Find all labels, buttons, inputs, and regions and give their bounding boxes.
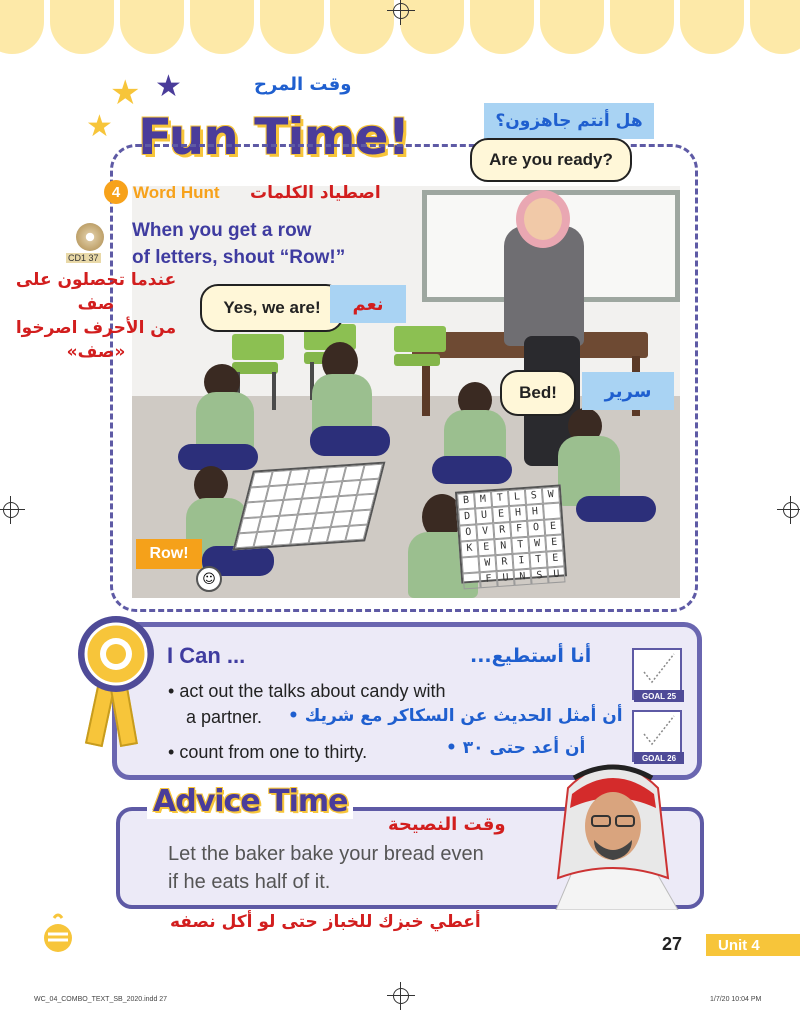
cd-track-label: CD1 37	[68, 253, 99, 263]
audio-cd-icon[interactable]	[66, 223, 106, 269]
bed-arabic-box: سرير	[582, 372, 674, 410]
advice-text	[168, 840, 484, 896]
goal-label: GOAL 25	[634, 690, 684, 702]
i-can-item-1-cont: a partner.	[186, 707, 263, 727]
teacher-figure	[504, 226, 584, 346]
student-skirt	[432, 456, 512, 484]
activity-title-arabic: اصطياد الكلمات	[250, 183, 381, 203]
student-skirt	[178, 444, 258, 470]
registration-mark-top	[393, 3, 409, 19]
i-can-item-2: • count from one to thirty.	[168, 742, 368, 762]
advice-title-arabic: وقت النصيحة	[388, 814, 506, 835]
cd-icon	[76, 223, 104, 251]
instruction-arabic-line: «صف»	[66, 342, 126, 362]
registration-mark-right	[783, 502, 799, 518]
instruction-line: When you get a row	[132, 220, 312, 241]
check-icon	[634, 712, 680, 748]
star-icon: ★	[110, 73, 141, 113]
activity-instruction	[132, 217, 345, 271]
i-can-item-2-arabic: أن أعد حتى ٣٠ •	[446, 738, 586, 758]
student-skirt	[310, 426, 390, 456]
star-icon: ★	[155, 69, 182, 104]
student-skirt	[576, 496, 656, 522]
students-speech-bubble: Yes, we are!	[200, 284, 344, 332]
i-can-item-1: • act out the talks about candy with	[168, 681, 446, 701]
instruction-arabic-line: عندما تحصلون على صف	[15, 270, 177, 314]
i-can-item-2-arabic-text: أن أعد حتى ٣٠	[462, 738, 586, 758]
check-icon	[634, 650, 680, 686]
i-can-item-text: count from one to thirty.	[179, 742, 368, 762]
word-grid-left	[233, 462, 386, 551]
unit-tag: Unit 4	[706, 934, 800, 956]
chair	[394, 326, 446, 352]
advice-line: Let the baker bake your bread even	[168, 843, 484, 865]
instruction-line: of letters, shout “Row!”	[132, 247, 346, 268]
instruction-arabic-line: من الأحرف اصرخوا	[15, 318, 177, 338]
print-timestamp: 1/7/20 10:04 PM	[710, 996, 762, 1003]
word-grid-right: B M T L S W D U E H H O V R F O E K E N T W E W R I T E F U N S U	[455, 484, 567, 583]
students-arabic-box: نعم	[330, 285, 406, 323]
advice-title: Advice Time	[147, 784, 353, 819]
registration-mark-bottom	[393, 988, 409, 1004]
chair-seat	[394, 354, 440, 366]
activity-title: Word Hunt	[133, 183, 220, 202]
i-can-title-arabic: أنا أستطيع...	[470, 645, 592, 667]
goal-checkbox-25[interactable]	[632, 648, 682, 700]
goal-label: GOAL 26	[634, 752, 684, 764]
i-can-title: I Can ...	[167, 643, 246, 668]
teacher-speech-bubble: Are you ready?	[470, 138, 632, 182]
advice-line: if he eats half of it.	[168, 871, 331, 893]
rosette-badge-icon	[76, 614, 156, 694]
i-can-item-1-arabic-text: أن أمثل الحديث عن السكاكر مع شريك	[304, 706, 623, 726]
publisher-logo-icon	[40, 912, 76, 954]
i-can-item-1-arabic: أن أمثل الحديث عن السكاكر مع شريك •	[288, 706, 623, 726]
activity-number: 4	[104, 180, 128, 204]
smiley-icon: ☺	[196, 566, 222, 592]
page-title: Fun Time!	[138, 108, 410, 166]
registration-mark-left	[3, 502, 19, 518]
bed-speech-bubble: Bed!	[500, 370, 576, 416]
teacher-arabic-box: هل أنتم جاهزون؟	[484, 103, 654, 139]
chair-leg	[272, 372, 276, 410]
instruction-arabic	[2, 268, 190, 364]
fun-time-arabic: وقت المرح	[254, 74, 352, 95]
print-file-name: WC_04_COMBO_TEXT_SB_2020.indd 27	[34, 996, 168, 1003]
man-illustration	[538, 748, 688, 910]
teacher-head	[524, 198, 562, 240]
row-tag: Row!	[136, 539, 202, 569]
star-icon: ★	[86, 109, 113, 144]
i-can-item-text: act out the talks about candy with	[179, 681, 446, 701]
page-number: 27	[662, 934, 683, 954]
chair	[232, 334, 284, 360]
advice-translation-arabic: أعطي خبزك للخباز حتى لو أكل نصفه	[170, 912, 481, 932]
